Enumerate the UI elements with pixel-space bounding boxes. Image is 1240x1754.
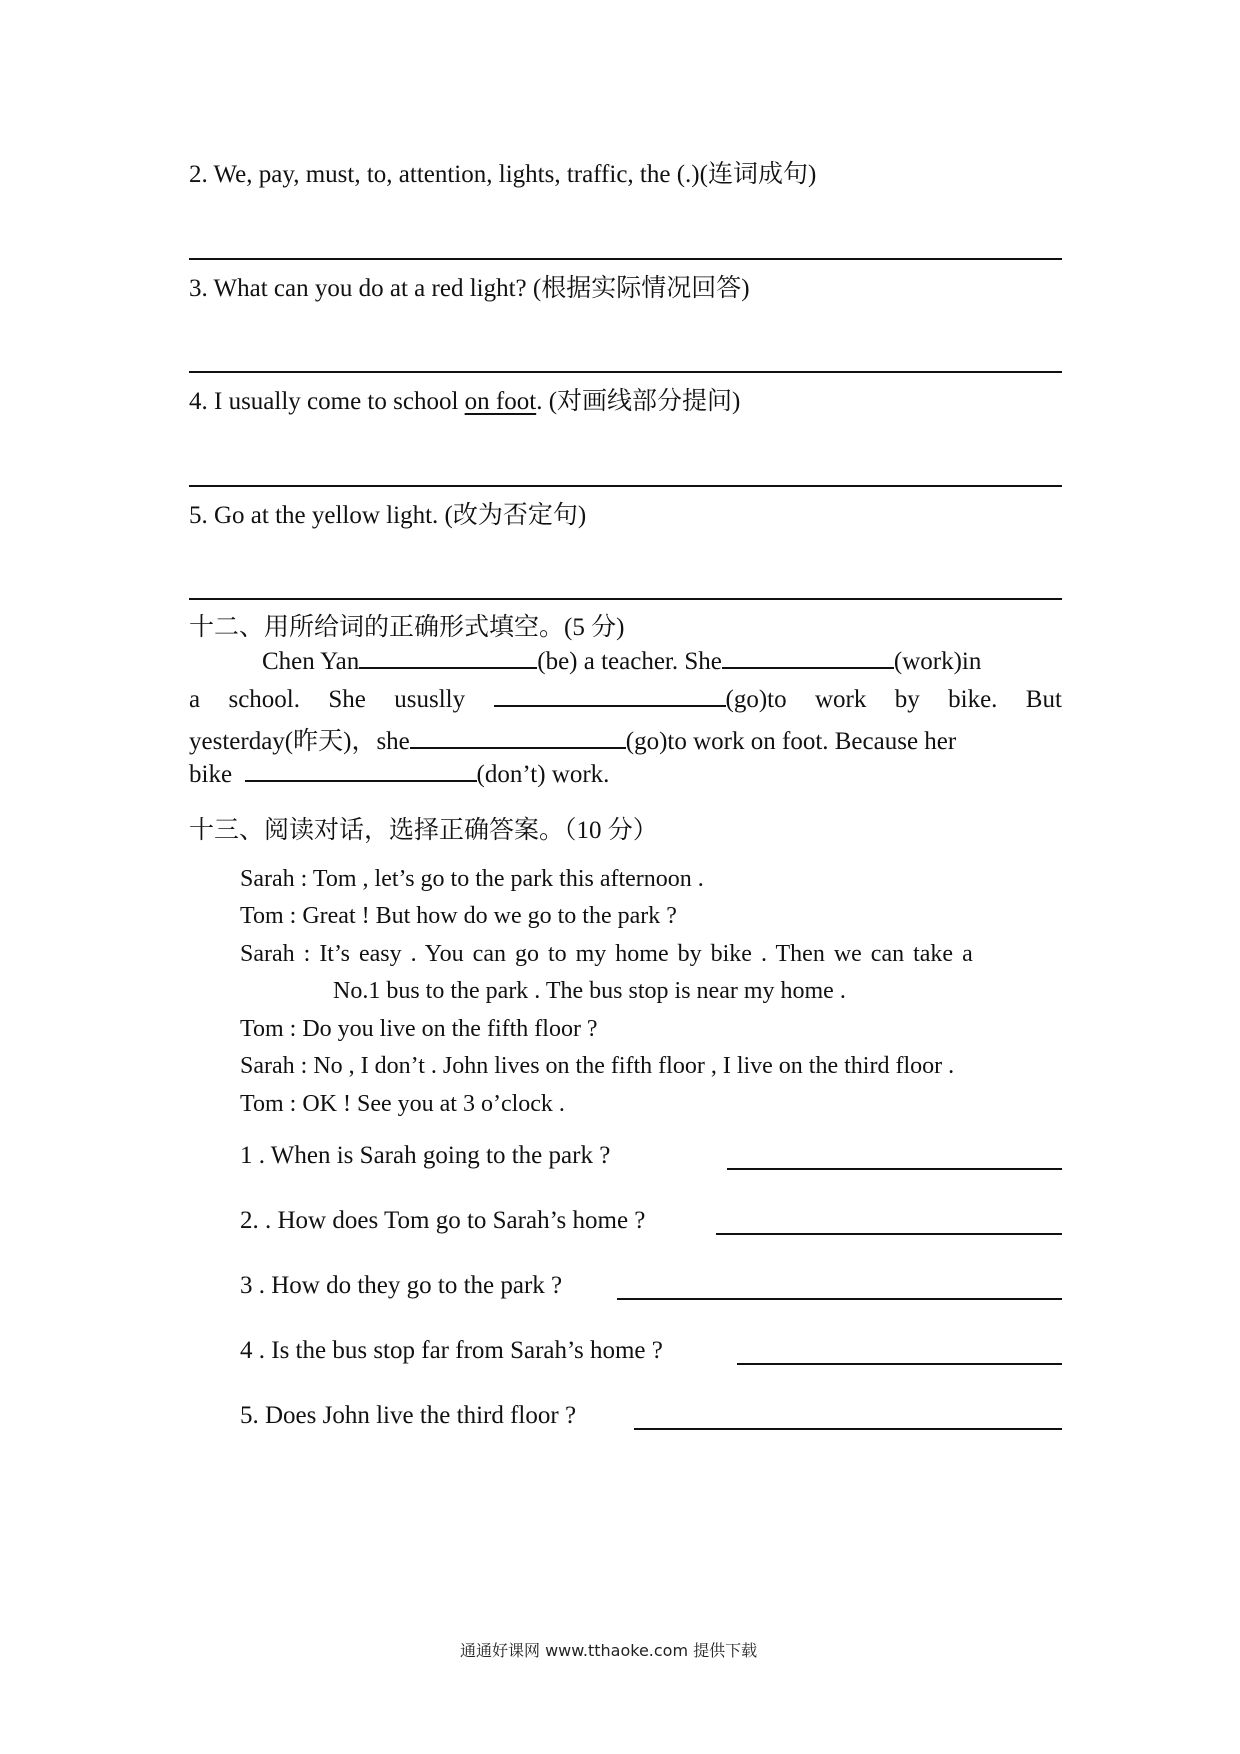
fill-text-1b: (be) a teacher. She	[537, 648, 722, 675]
blank-dont[interactable]	[245, 758, 477, 782]
answer-line-5[interactable]	[189, 598, 1062, 600]
fill-line-4	[189, 758, 609, 789]
dialog-line: No.1 bus to the park . The bus stop is near my home .	[333, 978, 846, 1004]
section-12-heading: 十二、用所给词的正确形式填空。(5 分)	[189, 614, 625, 641]
fill-line-3	[189, 721, 956, 757]
fill-text-2c: She	[328, 686, 366, 713]
question-4-suffix: . (对画线部分提问)	[536, 388, 741, 415]
dialog-line: Tom : OK ! See you at 3 o’clock .	[240, 1091, 565, 1117]
fill-text-2a: a	[189, 686, 201, 713]
reading-question-1: 1 . When is Sarah going to the park ?	[240, 1142, 611, 1169]
reading-question-3: 3 . How do they go to the park ?	[240, 1272, 563, 1299]
reading-answer-line-4[interactable]	[737, 1363, 1062, 1365]
answer-line-4[interactable]	[189, 485, 1062, 487]
blank-go-2[interactable]	[410, 725, 626, 749]
fill-line-2	[189, 683, 1062, 714]
reading-answer-line-3[interactable]	[617, 1298, 1062, 1300]
fill-text-2g: by	[894, 686, 920, 713]
dialog-line: Sarah : It’s easy . You can go to my home by bike . Then we can take a	[240, 941, 973, 967]
dialog-line: Sarah : No , I don’t . John lives on the fifth floor , I live on the third floor .	[240, 1053, 955, 1079]
fill-text-1a: Chen Yan	[262, 648, 360, 675]
dialog-line: Tom : Great ! But how do we go to the park ?	[240, 903, 677, 929]
blank-work[interactable]	[722, 645, 894, 669]
fill-text-2d: ususlly	[394, 686, 466, 713]
reading-answer-line-1[interactable]	[727, 1168, 1062, 1170]
fill-line-1	[262, 645, 981, 676]
dialog-line: Sarah : Tom , let’s go to the park this afternoon .	[240, 866, 704, 892]
blank-go-1[interactable]	[494, 683, 726, 707]
fill-text-3b: (go)to work on foot. Because her	[625, 728, 957, 755]
fill-blank-go-1	[494, 683, 787, 714]
answer-line-2[interactable]	[189, 258, 1062, 260]
question-5: 5. Go at the yellow light. (改为否定句)	[189, 502, 587, 529]
fill-text-2i: But	[1025, 686, 1062, 713]
reading-question-5: 5. Does John live the third floor ?	[240, 1402, 577, 1429]
dialog-line: Tom : Do you live on the fifth floor ?	[240, 1016, 598, 1042]
question-4-underlined: on foot	[464, 388, 537, 415]
fill-text-2f: work	[814, 686, 867, 713]
question-4	[189, 381, 740, 417]
question-2: 2. We, pay, must, to, attention, lights, traffic, the (.)(连词成句)	[189, 161, 817, 188]
reading-question-4: 4 . Is the bus stop far from Sarah’s home ?	[240, 1337, 663, 1364]
reading-answer-line-2[interactable]	[716, 1233, 1062, 1235]
fill-text-4b: (don’t) work.	[476, 761, 610, 788]
question-3: 3. What can you do at a red light? (根据实际情况回答)	[189, 275, 750, 302]
fill-text-1c: (work)in	[893, 648, 982, 675]
section-13-heading: 十三、阅读对话，选择正确答案。（10 分）	[189, 817, 658, 844]
footer-download-note: 通通好课网 www.tthaoke.com 提供下载	[460, 1641, 758, 1660]
fill-text-3a: yesterday(昨天)，she	[189, 728, 410, 755]
reading-answer-line-5[interactable]	[634, 1428, 1062, 1430]
reading-question-2: 2. . How does Tom go to Sarah’s home ?	[240, 1207, 646, 1234]
answer-line-3[interactable]	[189, 371, 1062, 373]
question-4-prefix: 4. I usually come to school	[189, 388, 465, 415]
fill-text-2e: (go)to	[725, 686, 787, 713]
fill-text-2h: bike.	[948, 686, 998, 713]
fill-text-4a: bike	[189, 761, 233, 788]
fill-text-2b: school.	[228, 686, 301, 713]
blank-be[interactable]	[359, 645, 537, 669]
